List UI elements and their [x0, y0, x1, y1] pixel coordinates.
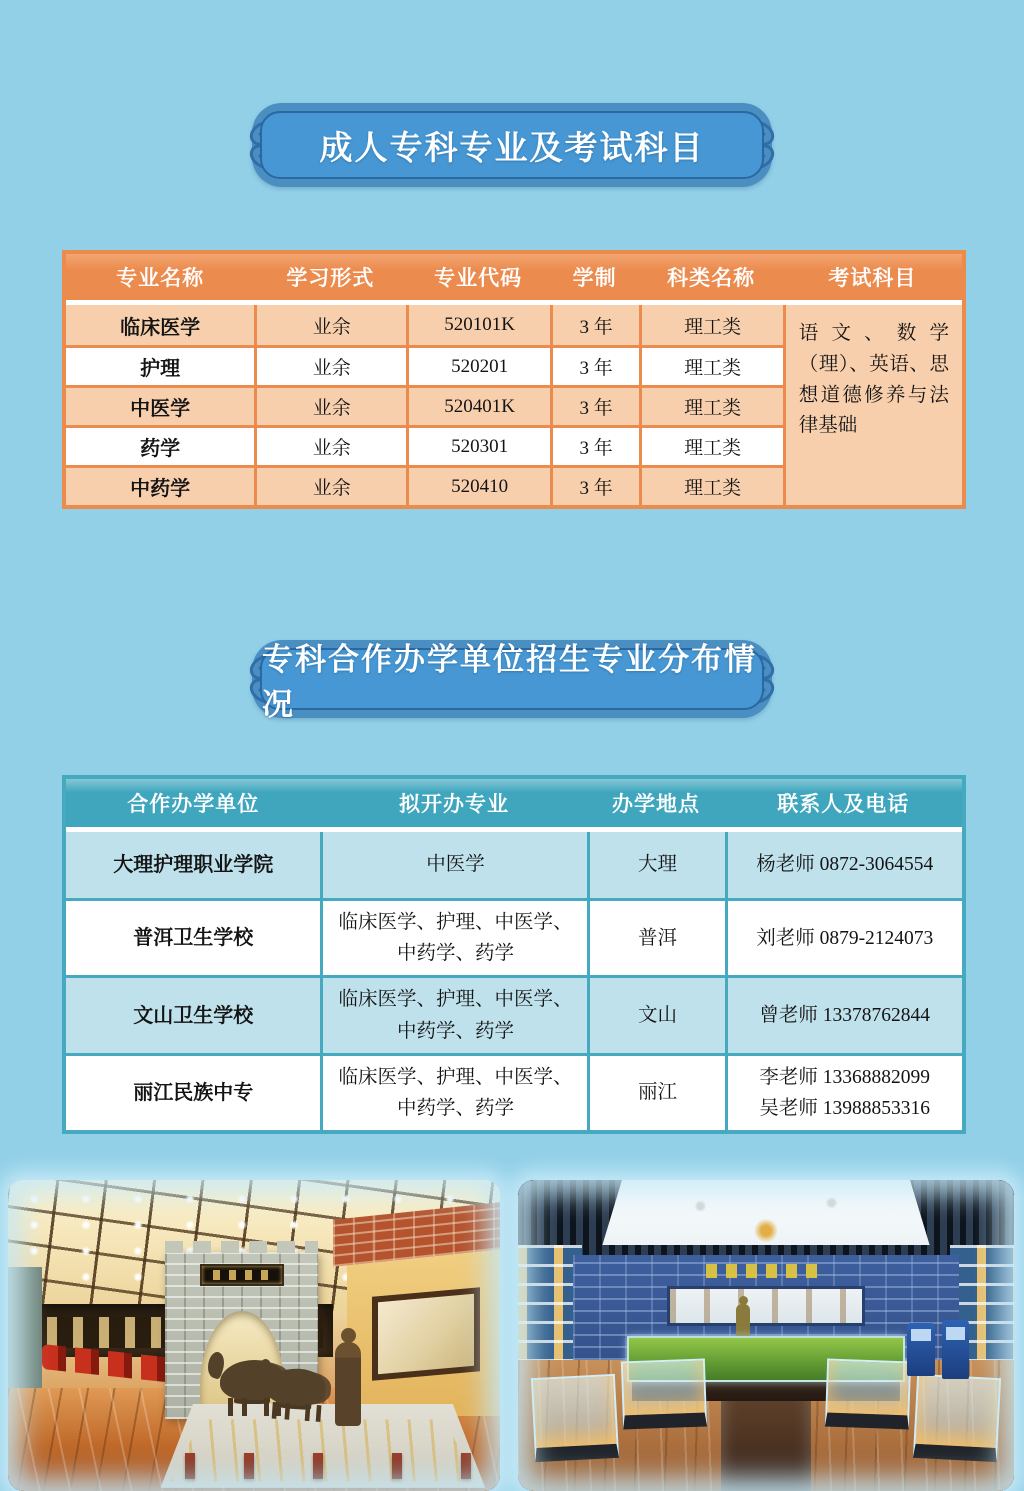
barrier-post [461, 1453, 471, 1479]
cell-location: 大理 [587, 832, 724, 898]
cell-location: 普洱 [587, 901, 724, 975]
cell-duration: 3 年 [550, 468, 640, 505]
exam-subjects-merged-cell: 语文、数学（理）、英语、思想道德修养与法律基础 [783, 305, 962, 505]
cell-code: 520101K [406, 305, 549, 345]
info-kiosk [942, 1320, 969, 1379]
exhibition-hall-display-cases-photo [518, 1180, 1014, 1491]
table-row [66, 305, 783, 345]
glass-display-case [621, 1359, 708, 1430]
bronze-figure-statue [335, 1342, 361, 1426]
cell-unit: 丽江民族中专 [66, 1056, 320, 1130]
cell-category: 理工类 [639, 388, 782, 425]
info-kiosk [907, 1323, 934, 1376]
banner-panel [260, 111, 764, 179]
cell-contact [725, 1056, 962, 1130]
cell-majors: 中医学 [320, 832, 587, 898]
cell-category: 理工类 [639, 468, 782, 505]
header-duration: 学制 [572, 267, 617, 290]
gate-plaque [200, 1264, 284, 1286]
gate-crenellation [165, 1241, 318, 1253]
table-row [66, 345, 783, 385]
header-contact: 联系人及电话 [777, 793, 910, 816]
cell-unit: 文山卫生学校 [66, 978, 320, 1052]
header-planned-majors: 拟开办专业 [398, 793, 509, 816]
cell-contact: 曾老师 13378762844 [725, 978, 962, 1052]
glass-display-case [913, 1374, 1002, 1462]
contact-line-1: 李老师 13368882099 [759, 1066, 931, 1088]
luminous-ceiling-panel [602, 1180, 929, 1245]
exam-table-rows [66, 305, 783, 505]
cell-major: 中药学 [66, 468, 254, 505]
museum-hall-bronze-statues-photo [8, 1180, 500, 1491]
cell-major: 临床医学 [66, 305, 254, 345]
framed-display-window [372, 1287, 480, 1380]
cell-form: 业余 [254, 305, 406, 345]
header-major-code: 专业代码 [434, 267, 523, 290]
section-banner-cooperation [252, 640, 772, 722]
header-category: 科类名称 [667, 267, 756, 290]
header-major-name: 专业名称 [116, 267, 205, 290]
cell-code: 520201 [406, 348, 549, 385]
cell-duration: 3 年 [550, 428, 640, 465]
cooperation-table-header-row [66, 779, 962, 827]
cell-duration: 3 年 [550, 348, 640, 385]
cell-major: 中医学 [66, 388, 254, 425]
mural-display [667, 1286, 865, 1326]
cell-category: 理工类 [639, 428, 782, 465]
section-title: 成人专科专业及考试科目 [319, 130, 705, 167]
cell-major: 药学 [66, 428, 254, 465]
header-unit: 合作办学单位 [127, 793, 260, 816]
table-row [66, 832, 962, 898]
cell-location: 丽江 [587, 1056, 724, 1130]
cell-form: 业余 [254, 348, 406, 385]
barrier-post [185, 1453, 195, 1479]
barrier-post [244, 1453, 254, 1479]
table-row [66, 465, 783, 505]
cell-category: 理工类 [639, 305, 782, 345]
cell-form: 业余 [254, 428, 406, 465]
exam-majors-table [62, 250, 966, 509]
cell-major: 护理 [66, 348, 254, 385]
cell-form: 业余 [254, 468, 406, 505]
table-row [66, 425, 783, 465]
exam-table-header-row [66, 254, 962, 300]
glass-display-case [531, 1374, 620, 1462]
header-location: 办学地点 [611, 793, 700, 816]
exam-table-body [66, 305, 962, 505]
cell-category: 理工类 [639, 348, 782, 385]
cell-code: 520410 [406, 468, 549, 505]
table-row [66, 898, 962, 975]
table-row [66, 975, 962, 1052]
cell-majors: 临床医学、护理、中医学、中药学、药学 [320, 1056, 587, 1130]
cell-unit: 普洱卫生学校 [66, 901, 320, 975]
cell-location: 文山 [587, 978, 724, 1052]
table-row [66, 1053, 962, 1130]
cell-form: 业余 [254, 388, 406, 425]
cell-majors: 临床医学、护理、中医学、中药学、药学 [320, 901, 587, 975]
glass-display-case [824, 1359, 911, 1430]
cell-code: 520301 [406, 428, 549, 465]
section-banner-adult-college [252, 103, 772, 187]
header-exam-subjects: 考试科目 [828, 267, 917, 290]
barrier-post [313, 1453, 323, 1479]
cell-contact: 刘老师 0879-2124073 [725, 901, 962, 975]
table-row [66, 385, 783, 425]
cell-unit: 大理护理职业学院 [66, 832, 320, 898]
section-title: 专科合作办学单位招生专业分布情况 [262, 642, 757, 722]
cell-duration: 3 年 [550, 388, 640, 425]
contact-line-2: 吴老师 13988853316 [759, 1097, 931, 1119]
cell-majors: 临床医学、护理、中医学、中药学、药学 [320, 978, 587, 1052]
cooperation-units-table [62, 775, 966, 1134]
cell-code: 520401K [406, 388, 549, 425]
wall-sign [706, 1264, 825, 1278]
cell-contact: 杨老师 0872-3064554 [725, 832, 962, 898]
banner-panel [260, 642, 764, 722]
barrier-post [392, 1453, 402, 1479]
header-study-form: 学习形式 [286, 267, 375, 290]
cell-duration: 3 年 [550, 305, 640, 345]
